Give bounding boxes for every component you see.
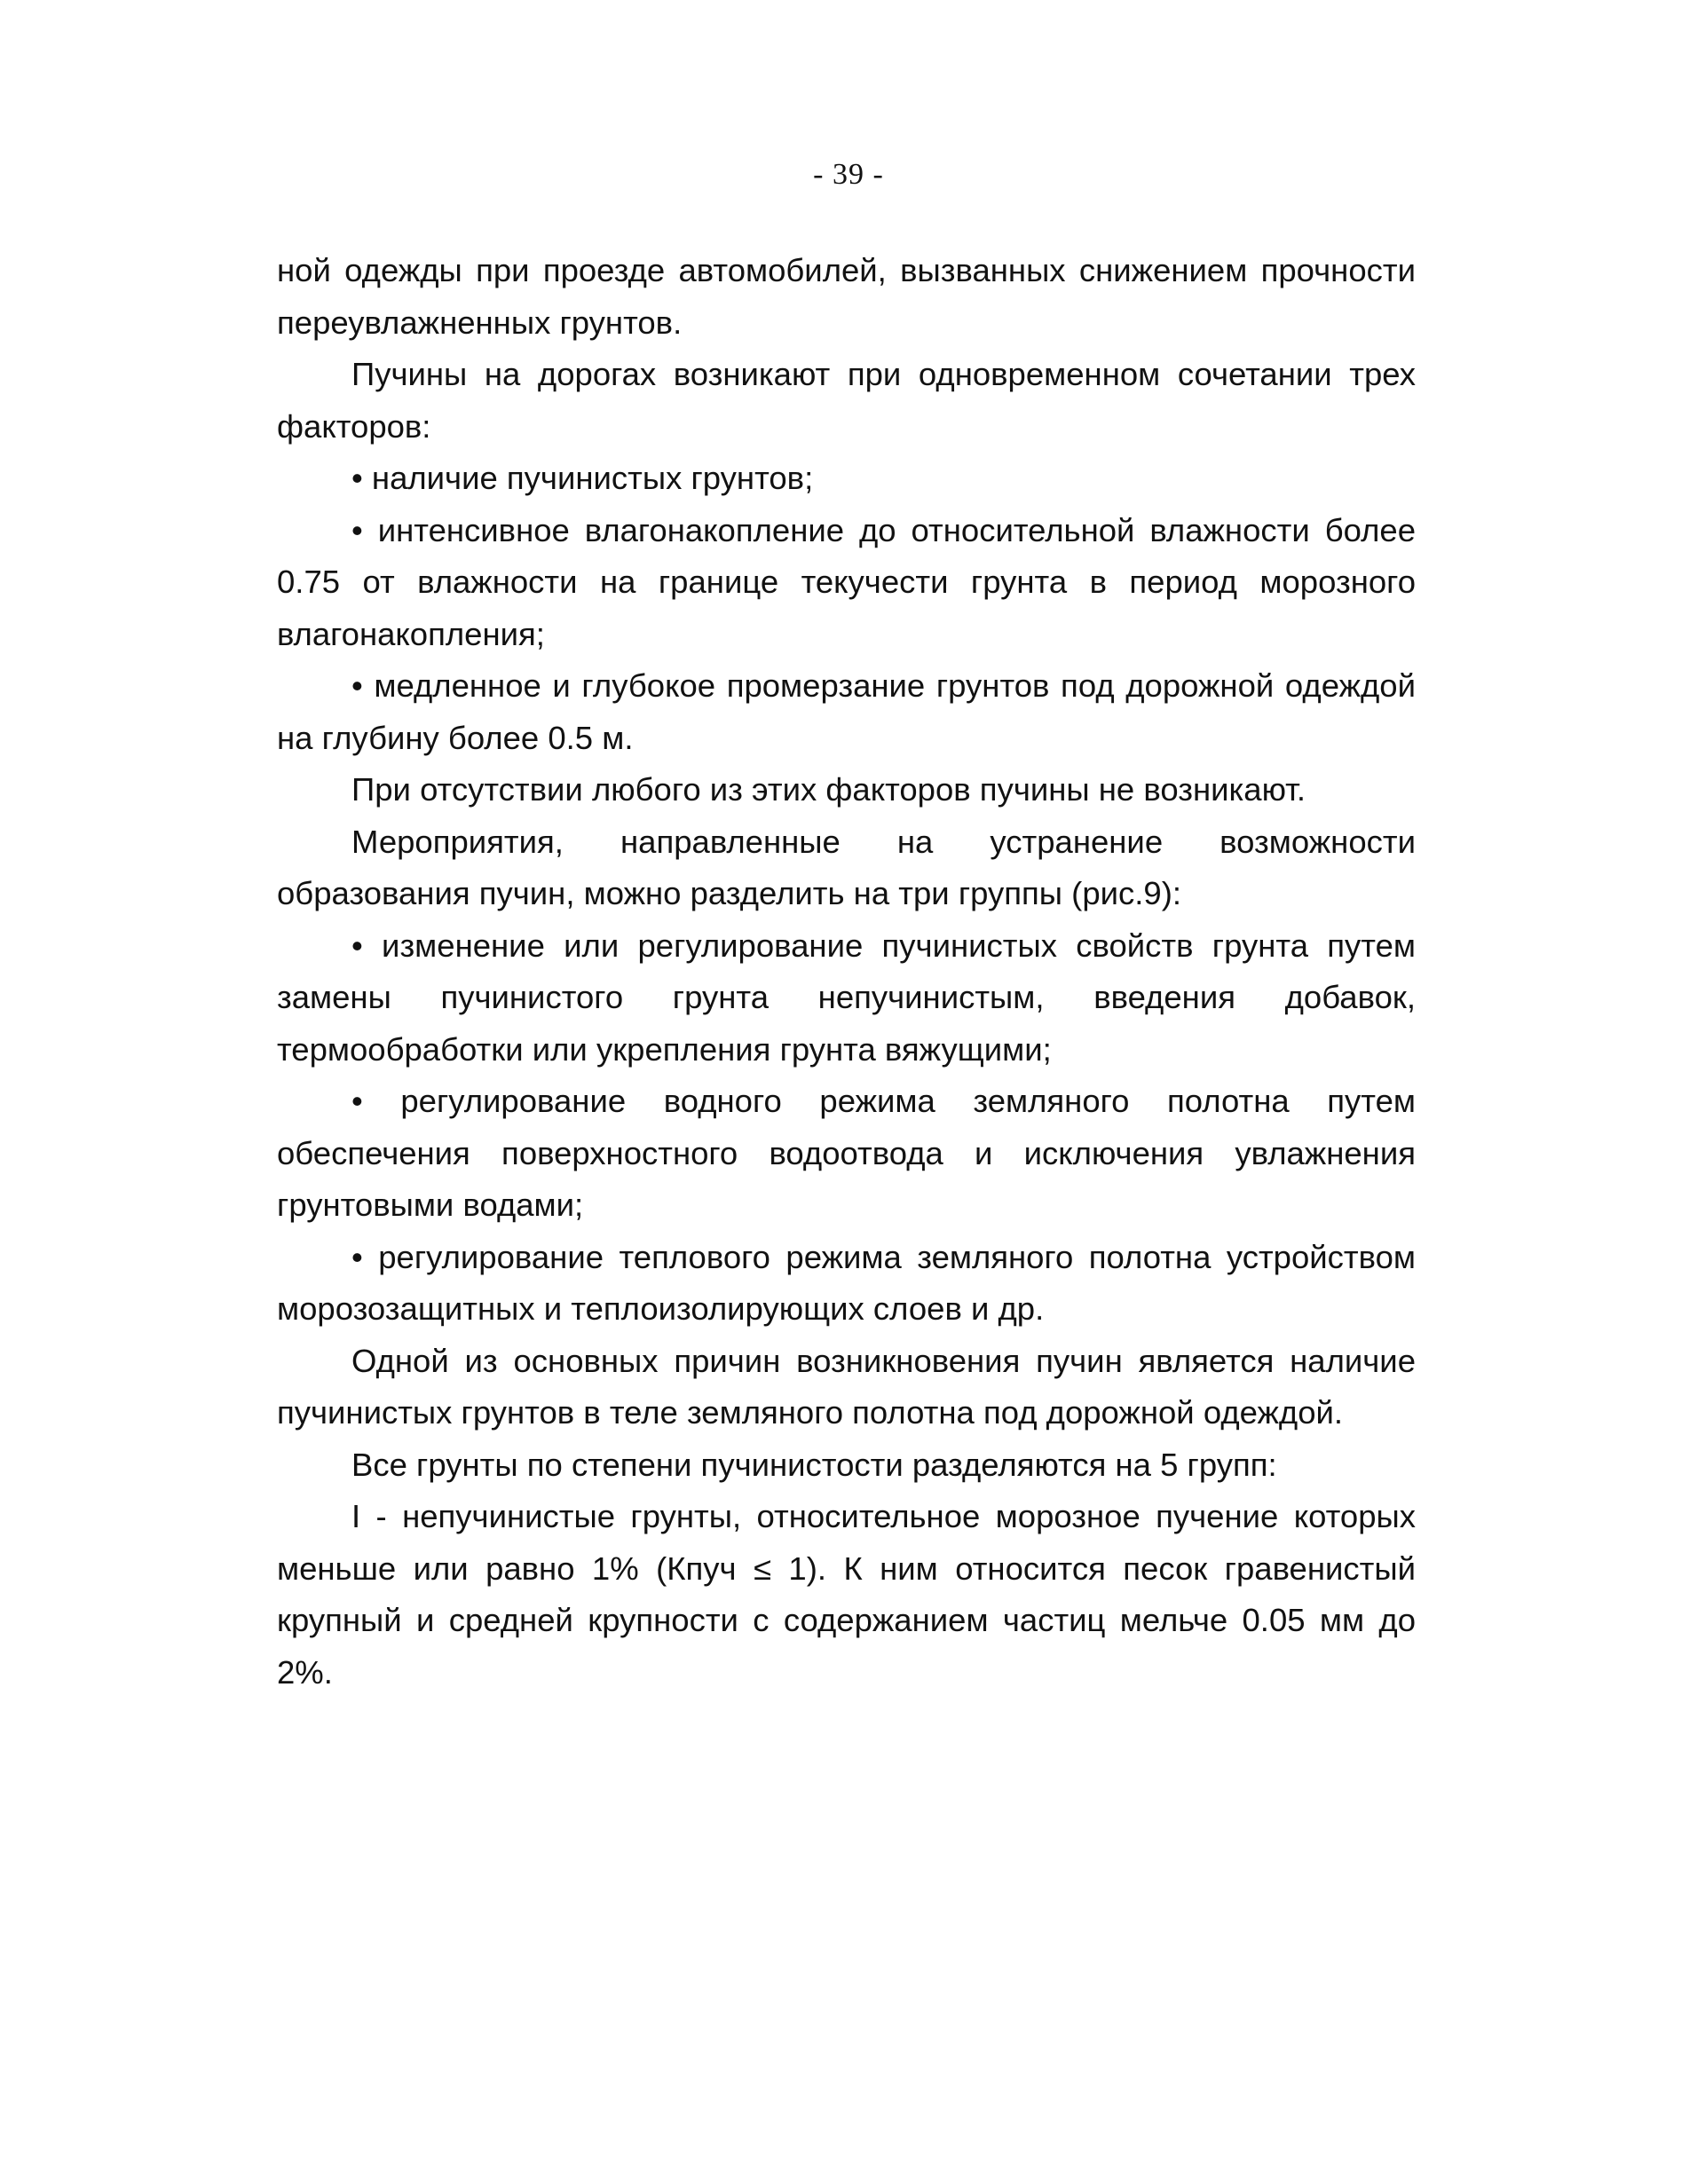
list-item: • изменение или регулирование пучинистых свойств грунта путем замены пучинистого грунта непучинистым, введения добавок, термообработки или укрепления грунта вяжущими; [277, 926, 1416, 1068]
paragraph: Мероприятия, направленные на устранение возможности образования пучин, можно разделить на три группы (рис.9): [277, 823, 1416, 911]
body-text [277, 245, 1416, 1699]
paragraph: I - непучинистые грунты, относительное морозное пучение которых меньше или равно 1% (Кпуч ≤ 1). К ним относится песок гравенистый крупный и средней крупности с содержанием частиц мельче 0.05 мм до 2%. [277, 1498, 1416, 1691]
page-number: - 39 - [813, 158, 884, 191]
paragraph: Одной из основных причин возникновения пучин является наличие пучинистых грунтов в теле земляного полотна под дорожной одеждой. [277, 1342, 1416, 1431]
paragraph: Все грунты по степени пучинистости разделяются на 5 групп: [351, 1446, 1277, 1483]
paragraph-continuation: ной одежды при проезде автомобилей, вызванных снижением прочности переувлажненных грунтов. [277, 252, 1416, 341]
paragraph: Пучины на дорогах возникают при одновременном сочетании трех факторов: [277, 356, 1416, 445]
list-item: • интенсивное влагонакопление до относительной влажности более 0.75 от влажности на границе текучести грунта в период морозного влагонакопления; [277, 511, 1416, 652]
list-item: • медленное и глубокое промерзание грунтов под дорожной одеждой на глубину более 0.5 м. [277, 667, 1416, 756]
list-item: • регулирование теплового режима земляного полотна устройством морозозащитных и теплоизолирующих слоев и др. [277, 1238, 1416, 1327]
list-item: • наличие пучинистых грунтов; [351, 460, 814, 496]
paragraph: При отсутствии любого из этих факторов пучины не возникают. [351, 771, 1306, 808]
list-item: • регулирование водного режима земляного полотна путем обеспечения поверхностного водоотвода и исключения увлажнения грунтовыми водами; [277, 1083, 1416, 1223]
